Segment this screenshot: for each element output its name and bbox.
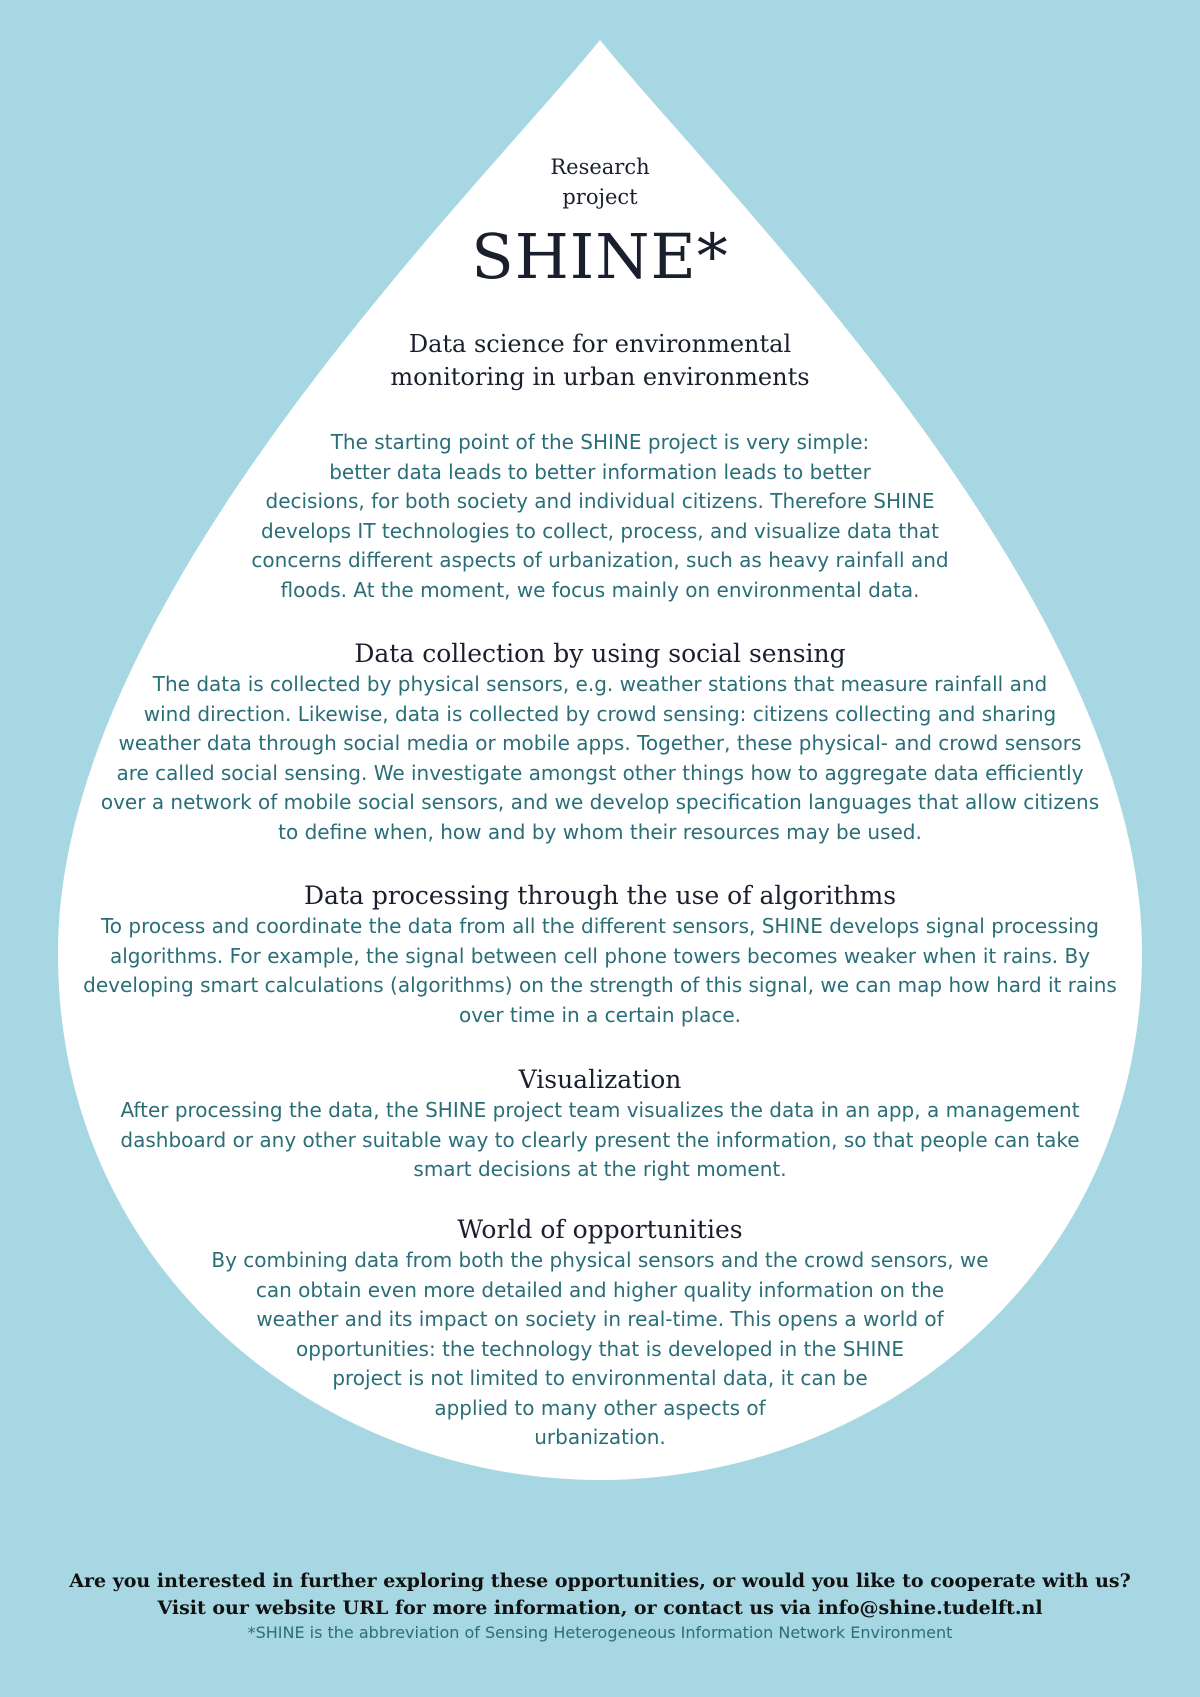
section-body: By combining data from both the physical sensors and the crowd sensors, we can obtain even more detailed and higher quality information on the weather and its impact on society in real-time. This opens a world of opportunities: the technology that is developed in the SHINE project is not limited to environmental data, it can be applied to many other aspects of urbanization. (211, 1248, 989, 1449)
research-project-label: Research project (550, 155, 650, 209)
footer-footnote: *SHINE is the abbreviation of Sensing Heterogeneous Information Network Environment (247, 1623, 953, 1642)
page-title: SHINE* (471, 220, 729, 293)
footer (0, 1568, 1200, 1644)
section-body: The data is collected by physical sensors, e.g. weather stations that measure rainfall and wind direction. Likewise, data is collected by crowd sensing: citizens collecting and sharing weather data through social media or mobile apps. Together, these physical- and crowd sensors are called social sensing. We investigate amongst other things how to aggregate data efficiently over a network of mobile social sensors, and we develop specification languages that allow citizens to define when, how and by whom their resources may be used. (100, 672, 1100, 844)
section-heading: Data processing through the use of algorithms (303, 881, 897, 910)
section-world-of-opportunities (150, 1214, 1050, 1453)
section-data-processing (60, 880, 1140, 1030)
section-heading: Data collection by using social sensing (354, 639, 846, 668)
section-heading: Visualization (518, 1065, 682, 1094)
footer-question: Are you interested in further exploring these opportunities, or would you like to cooperate with us? (69, 1570, 1131, 1592)
section-body: After processing the data, the SHINE project team visualizes the data in an app, a management dashboard or any other suitable way to clearly present the information, so that people can take smart decisions at the right moment. (120, 1098, 1080, 1181)
section-heading: World of opportunities (457, 1215, 743, 1244)
footer-contact: Visit our website URL for more information, or contact us via info@shine.tudelft.nl (157, 1597, 1043, 1619)
subtitle: Data science for environmental monitoring in urban environments (390, 330, 810, 391)
section-data-collection (80, 638, 1120, 847)
section-visualization (80, 1064, 1120, 1185)
intro-paragraph: The starting point of the SHINE project is very simple: better data leads to better information leads to better decisions, for both society and individual citizens. Therefore SHINE develops IT technologies to collect, process, and visualize data that concerns different aspects of urbanization, such as heavy rainfall and floods. At the moment, we focus mainly on environmental data. (251, 430, 949, 602)
section-body: To process and coordinate the data from all the different sensors, SHINE develops signal processing algorithms. For example, the signal between cell phone towers becomes weaker when it rains. By developing smart calculations (algorithms) on the strength of this signal, we can map how hard it rains over time in a certain place. (83, 914, 1117, 1027)
